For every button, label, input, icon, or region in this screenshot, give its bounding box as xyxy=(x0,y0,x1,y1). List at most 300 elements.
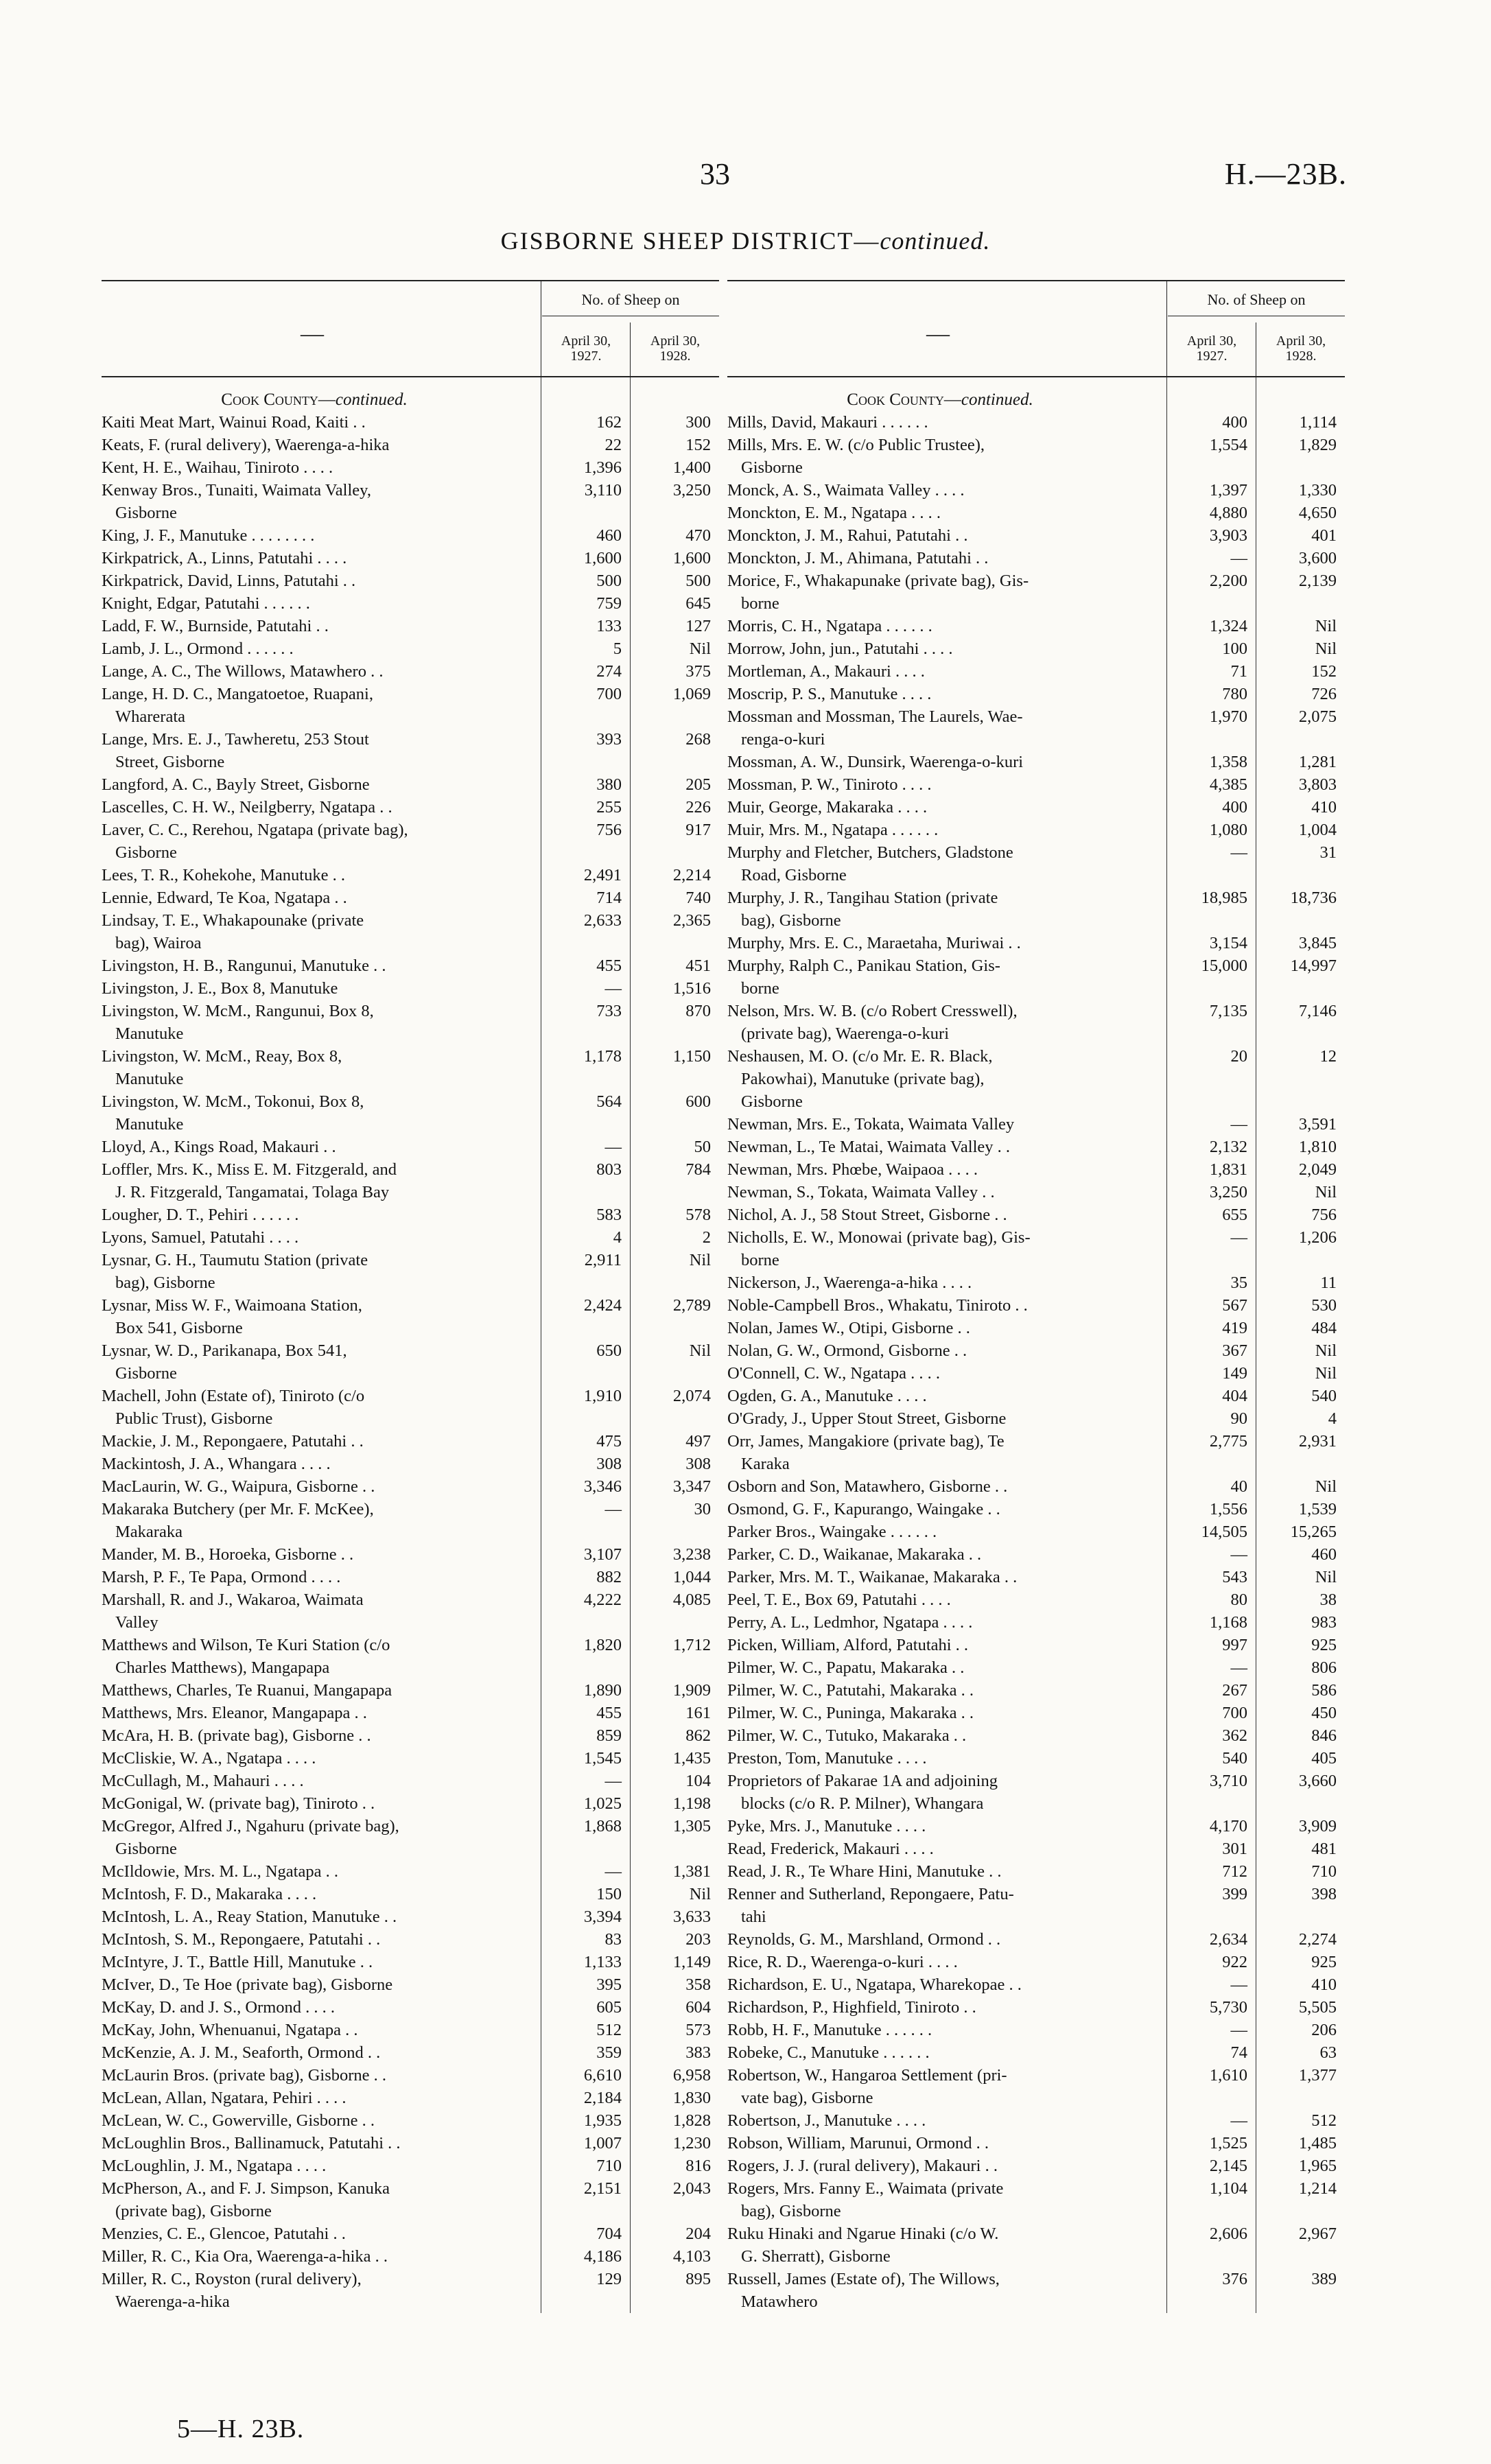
sheep-1928: 268 xyxy=(685,730,711,749)
table-row xyxy=(727,2041,1345,2064)
owner-name: Newman, Mrs. E., Tokata, Waimata Valley xyxy=(727,1115,1015,1134)
owner-name: Marshall, R. and J., Wakaroa, Waimata Valley xyxy=(102,1591,364,1632)
sheep-1927: 399 xyxy=(1222,1885,1247,1903)
sheep-1927: 35 xyxy=(1230,1274,1247,1292)
owner-name: Morris, C. H., Ngatapa . . . . . . xyxy=(727,617,932,635)
sheep-1928: 2,043 xyxy=(672,2179,711,2198)
sheep-1928: 3,250 xyxy=(672,481,711,500)
table-row xyxy=(102,637,719,660)
table-row xyxy=(727,796,1345,819)
sheep-1928: 1,381 xyxy=(672,1862,711,1881)
table-row xyxy=(727,1271,1345,1294)
table-row xyxy=(102,796,719,819)
sheep-1927: 567 xyxy=(1222,1296,1247,1315)
page-title xyxy=(0,226,1491,255)
table-row xyxy=(727,615,1345,637)
sheep-1927: 756 xyxy=(596,821,622,839)
table-row xyxy=(102,1566,719,1588)
sheep-1928: 14,997 xyxy=(1290,957,1337,975)
owner-name: Perry, A. L., Ledmhor, Ngatapa . . . . xyxy=(727,1613,973,1632)
sheep-1928: 470 xyxy=(685,526,711,545)
sheep-1927: 4,385 xyxy=(1209,775,1247,794)
title-main: GISBORNE SHEEP DISTRICT— xyxy=(500,227,880,255)
table-row xyxy=(102,954,719,977)
document-code: H.—23B. xyxy=(1224,157,1347,191)
owner-name: Peel, T. E., Box 69, Patutahi . . . . xyxy=(727,1591,951,1609)
table-row xyxy=(727,1883,1345,1928)
table-row xyxy=(102,1339,719,1385)
table-row xyxy=(102,2109,719,2132)
sheep-1927: 90 xyxy=(1230,1409,1247,1428)
table-row xyxy=(727,1204,1345,1226)
owner-name: Mortleman, A., Makauri . . . . xyxy=(727,662,925,681)
sheep-1928: 1,305 xyxy=(672,1817,711,1835)
table-row xyxy=(102,1543,719,1566)
table-row xyxy=(102,2155,719,2177)
owner-name: Ogden, G. A., Manutuke . . . . xyxy=(727,1387,927,1405)
sheep-1928: Nil xyxy=(1315,1477,1337,1496)
table-row xyxy=(727,705,1345,751)
table-row xyxy=(102,1158,719,1204)
table-row xyxy=(727,1996,1345,2019)
sheep-1928: 18,736 xyxy=(1290,889,1337,907)
sheep-1928: 600 xyxy=(685,1092,711,1111)
owner-name: Osborn and Son, Matawhero, Gisborne . . xyxy=(727,1477,1008,1496)
owner-name: McGonigal, W. (private bag), Tiniroto . . xyxy=(102,1794,375,1813)
owner-name: Osmond, G. F., Kapurango, Waingake . . xyxy=(727,1500,1000,1518)
owner-name: Murphy, Mrs. E. C., Maraetaha, Muriwai . . xyxy=(727,934,1021,952)
sheep-1927: 150 xyxy=(596,1885,622,1903)
owner-name: Pilmer, W. C., Tutuko, Makaraka . . xyxy=(727,1726,967,1745)
sheep-1927: 2,634 xyxy=(1209,1930,1247,1949)
sheep-1927: 149 xyxy=(1222,1364,1247,1383)
table-row xyxy=(727,1000,1345,1045)
sheep-1928: 578 xyxy=(685,1206,711,1224)
sheep-1928: 410 xyxy=(1311,1975,1337,1994)
sheep-1928: 1,485 xyxy=(1298,2134,1337,2152)
sheep-1928: 573 xyxy=(685,2021,711,2039)
owner-name: Muir, Mrs. M., Ngatapa . . . . . . xyxy=(727,821,939,839)
table-row xyxy=(727,1407,1345,1430)
table-row xyxy=(102,2041,719,2064)
table-row xyxy=(727,841,1345,887)
sheep-1927: 3,394 xyxy=(583,1908,622,1926)
sheep-1928: 925 xyxy=(1311,1636,1337,1654)
table-row xyxy=(727,524,1345,547)
sheep-1928: 410 xyxy=(1311,798,1337,817)
sheep-1928: 2,139 xyxy=(1298,572,1337,590)
sheep-1927: 460 xyxy=(596,526,622,545)
sheep-1927: — xyxy=(604,1138,622,1156)
table-row xyxy=(727,434,1345,479)
sheep-1927: 1,831 xyxy=(1209,1160,1247,1179)
sheep-1928: 512 xyxy=(1311,2111,1337,2130)
sheep-1928: 484 xyxy=(1311,1319,1337,1337)
table-row xyxy=(102,1724,719,1747)
sheep-1928: 1,330 xyxy=(1298,481,1337,500)
sheep-1927: 2,911 xyxy=(584,1251,622,1269)
sheep-1928: 1,281 xyxy=(1298,753,1337,771)
sheep-1927: 380 xyxy=(596,775,622,794)
owner-name: Murphy, J. R., Tangihau Station (private bag), Gisborne xyxy=(727,889,998,930)
table-row xyxy=(727,2155,1345,2177)
table-row xyxy=(727,773,1345,796)
owner-name: Russell, James (Estate of), The Willows, Matawhero xyxy=(727,2270,1000,2311)
owner-name: Newman, L., Te Matai, Waimata Valley . . xyxy=(727,1138,1011,1156)
table-row xyxy=(727,2268,1345,2313)
sheep-1927: 40 xyxy=(1230,1477,1247,1496)
table-row xyxy=(102,1634,719,1679)
footer-signature: 5—H. 23B. xyxy=(177,2415,305,2443)
sheep-1927: — xyxy=(1230,1115,1247,1134)
table-row xyxy=(102,1770,719,1792)
owner-name: McIver, D., Te Hoe (private bag), Gisborne xyxy=(102,1975,393,1994)
sheep-1927: 1,178 xyxy=(583,1047,622,1066)
sheep-1927: 2,151 xyxy=(583,2179,622,2198)
sheep-1928: 1,810 xyxy=(1298,1138,1337,1156)
owner-name: Mills, Mrs. E. W. (c/o Public Trustee), Gisborne xyxy=(727,436,985,477)
table-row xyxy=(102,456,719,479)
owner-name: Keats, F. (rural delivery), Waerenga-a-hika xyxy=(102,436,390,454)
owner-name: Nolan, James W., Otipi, Gisborne . . xyxy=(727,1319,970,1337)
sheep-1928: 1,377 xyxy=(1298,2066,1337,2085)
left-header-dash: — xyxy=(301,321,324,347)
table-row xyxy=(102,2132,719,2155)
owner-name: Menzies, C. E., Glencoe, Patutahi . . xyxy=(102,2225,346,2243)
owner-name: Newman, Mrs. Phœbe, Waipaoa . . . . xyxy=(727,1160,978,1179)
sheep-1928: 2,049 xyxy=(1298,1160,1337,1179)
owner-name: Mills, David, Makauri . . . . . . xyxy=(727,413,928,432)
table-row xyxy=(727,1724,1345,1747)
sheep-1928: Nil xyxy=(1315,1364,1337,1383)
sheep-1927: 395 xyxy=(596,1975,622,1994)
sheep-1927: — xyxy=(604,1862,622,1881)
table-row xyxy=(727,1860,1345,1883)
owner-name: Robeke, C., Manutuke . . . . . . xyxy=(727,2043,930,2062)
sheep-1928: 1,044 xyxy=(672,1568,711,1586)
table-row xyxy=(727,1181,1345,1204)
owner-name: Livingston, H. B., Rangunui, Manutuke . . xyxy=(102,957,386,975)
owner-name: Monckton, J. M., Rahui, Patutahi . . xyxy=(727,526,968,545)
owner-name: Robb, H. F., Manutuke . . . . . . xyxy=(727,2021,932,2039)
table-row xyxy=(102,1294,719,1339)
sheep-1927: 2,606 xyxy=(1209,2225,1247,2243)
sheep-1928: 1,206 xyxy=(1298,1228,1337,1247)
table-row xyxy=(102,1883,719,1905)
table-row xyxy=(102,1951,719,1973)
table-row xyxy=(102,683,719,728)
sheep-1928: 1,829 xyxy=(1298,436,1337,454)
sheep-1928: 3,803 xyxy=(1298,775,1337,794)
sheep-1927: 393 xyxy=(596,730,622,749)
sheep-1928: 816 xyxy=(685,2157,711,2175)
sheep-1928: 710 xyxy=(1311,1862,1337,1881)
sheep-1928: 358 xyxy=(685,1975,711,1994)
owner-name: McIntosh, L. A., Reay Station, Manutuke . . xyxy=(102,1908,397,1926)
sheep-1928: 405 xyxy=(1311,1749,1337,1768)
sheep-1928: 3,845 xyxy=(1298,934,1337,952)
sheep-1927: 997 xyxy=(1222,1636,1247,1654)
sheep-1927: 301 xyxy=(1222,1840,1247,1858)
table-row xyxy=(727,1475,1345,1498)
table-row xyxy=(727,660,1345,683)
sheep-1927: 733 xyxy=(596,1002,622,1020)
sheep-1927: 5 xyxy=(613,640,622,658)
sheep-1927: 1,600 xyxy=(583,549,622,567)
table-row xyxy=(102,615,719,637)
owner-name: Picken, William, Alford, Patutahi . . xyxy=(727,1636,969,1654)
sheep-1927: 1,935 xyxy=(583,2111,622,2130)
sheep-1928: 500 xyxy=(685,572,711,590)
owner-name: Mackie, J. M., Repongaere, Patutahi . . xyxy=(102,1432,364,1451)
table-row xyxy=(102,864,719,887)
table-row xyxy=(727,1838,1345,1860)
owner-name: Pilmer, W. C., Papatu, Makaraka . . xyxy=(727,1658,965,1677)
table-row xyxy=(102,1498,719,1543)
sheep-1928: 1,600 xyxy=(672,549,711,567)
owner-name: Matthews, Charles, Te Ruanui, Mangapapa xyxy=(102,1681,392,1700)
sheep-1928: 11 xyxy=(1320,1274,1337,1292)
sheep-1927: 2,424 xyxy=(583,1296,622,1315)
sheep-1928: 127 xyxy=(685,617,711,635)
table-row xyxy=(102,1792,719,1815)
sheep-1928: Nil xyxy=(689,1341,711,1360)
table-row xyxy=(102,2245,719,2268)
table-row xyxy=(727,411,1345,434)
owner-name: Lange, Mrs. E. J., Tawheretu, 253 Stout Street, Gisborne xyxy=(102,730,369,771)
owner-name: Lysnar, G. H., Taumutu Station (private bag), Gisborne xyxy=(102,1251,368,1292)
owner-name: Read, Frederick, Makauri . . . . xyxy=(727,1840,934,1858)
sheep-1927: 400 xyxy=(1222,798,1247,817)
table-row xyxy=(102,1996,719,2019)
owner-name: Read, J. R., Te Whare Hini, Manutuke . . xyxy=(727,1862,1002,1881)
sheep-1927: 400 xyxy=(1222,413,1247,432)
left-header-year-1928: April 30, 1928. xyxy=(650,333,701,364)
sheep-1927: 3,250 xyxy=(1209,1183,1247,1201)
sheep-1928: 1,830 xyxy=(672,2089,711,2107)
owner-name: Lyons, Samuel, Patutahi . . . . xyxy=(102,1228,299,1247)
owner-name: Monckton, J. M., Ahimana, Patutahi . . xyxy=(727,549,989,567)
owner-name: Loffler, Mrs. K., Miss E. M. Fitzgerald, and J. R. Fitzgerald, Tangamatai, Tolaga Bay xyxy=(102,1160,397,1201)
sheep-1927: — xyxy=(604,979,622,998)
table-row xyxy=(727,932,1345,954)
owner-name: Kirkpatrick, David, Linns, Patutahi . . xyxy=(102,572,356,590)
owner-name: McLean, Allan, Ngatara, Pehiri . . . . xyxy=(102,2089,347,2107)
table-row xyxy=(102,524,719,547)
sheep-1927: — xyxy=(1230,1228,1247,1247)
owner-name: MacLaurin, W. G., Waipura, Gisborne . . xyxy=(102,1477,375,1496)
owner-name: Rice, R. D., Waerenga-o-kuri . . . . xyxy=(727,1953,958,1971)
owner-name: Matthews, Mrs. Eleanor, Mangapapa . . xyxy=(102,1704,367,1722)
table-row xyxy=(727,1113,1345,1136)
owner-name: Mackintosh, J. A., Whangara . . . . xyxy=(102,1455,331,1473)
sheep-1928: 530 xyxy=(1311,1296,1337,1315)
owner-name: Ladd, F. W., Burnside, Patutahi . . xyxy=(102,617,329,635)
table-row xyxy=(102,728,719,773)
sheep-1928: 1,004 xyxy=(1298,821,1337,839)
sheep-1928: 1,828 xyxy=(672,2111,711,2130)
sheep-1927: 255 xyxy=(596,798,622,817)
table-row xyxy=(727,2132,1345,2155)
sheep-1928: 401 xyxy=(1311,526,1337,545)
owner-name: Marsh, P. F., Te Papa, Ormond . . . . xyxy=(102,1568,341,1586)
sheep-1927: 1,890 xyxy=(583,1681,622,1700)
table-row xyxy=(727,1339,1345,1362)
sheep-1928: 1,069 xyxy=(672,685,711,703)
sheep-1927: 1,396 xyxy=(583,458,622,477)
sheep-1928: 604 xyxy=(685,1998,711,2017)
owner-name: Lloyd, A., Kings Road, Makauri . . xyxy=(102,1138,336,1156)
sheep-1927: — xyxy=(1230,2111,1247,2130)
sheep-1928: 895 xyxy=(685,2270,711,2288)
owner-name: O'Connell, C. W., Ngatapa . . . . xyxy=(727,1364,940,1383)
table-row xyxy=(727,819,1345,841)
owner-name: Kirkpatrick, A., Linns, Patutahi . . . . xyxy=(102,549,347,567)
sheep-1927: 2,200 xyxy=(1209,572,1247,590)
sheep-1928: Nil xyxy=(689,640,711,658)
sheep-1927: 22 xyxy=(604,436,622,454)
sheep-1927: 1,554 xyxy=(1209,436,1247,454)
sheep-1928: 2,967 xyxy=(1298,2225,1337,2243)
table-row xyxy=(102,819,719,864)
sheep-1927: 710 xyxy=(596,2157,622,2175)
sheep-1927: 2,775 xyxy=(1209,1432,1247,1451)
sheep-1927: 1,868 xyxy=(583,1817,622,1835)
sheep-1927: 455 xyxy=(596,1704,622,1722)
sheep-1927: 455 xyxy=(596,957,622,975)
table-row xyxy=(102,1090,719,1136)
owner-name: Rogers, J. J. (rural delivery), Makauri . . xyxy=(727,2157,998,2175)
sheep-1927: 362 xyxy=(1222,1726,1247,1745)
owner-name: Monck, A. S., Waimata Valley . . . . xyxy=(727,481,965,500)
table-row xyxy=(727,1294,1345,1317)
sheep-1927: 100 xyxy=(1222,640,1247,658)
sheep-1928: 205 xyxy=(685,775,711,794)
table-row xyxy=(102,1702,719,1724)
sheep-1927: 704 xyxy=(596,2225,622,2243)
table-row xyxy=(102,1204,719,1226)
table-row xyxy=(102,547,719,570)
sheep-1928: 5,505 xyxy=(1298,1998,1337,2017)
owner-name: Knight, Edgar, Patutahi . . . . . . xyxy=(102,594,310,613)
owner-name: King, J. F., Manutuke . . . . . . . . xyxy=(102,526,315,545)
table-row xyxy=(727,1317,1345,1339)
owner-name: Newman, S., Tokata, Waimata Valley . . xyxy=(727,1183,995,1201)
sheep-1928: Nil xyxy=(1315,1183,1337,1201)
sheep-1928: 2,074 xyxy=(672,1387,711,1405)
sheep-1928: 203 xyxy=(685,1930,711,1949)
table-row xyxy=(102,479,719,524)
table-row xyxy=(727,1928,1345,1951)
owner-name: Langford, A. C., Bayly Street, Gisborne xyxy=(102,775,370,794)
table-row xyxy=(727,1634,1345,1656)
table-row xyxy=(727,1498,1345,1521)
table-row xyxy=(727,1362,1345,1385)
sheep-1928: 1,516 xyxy=(672,979,711,998)
table-row xyxy=(102,570,719,592)
owner-name: McIntosh, S. M., Repongaere, Patutahi . . xyxy=(102,1930,381,1949)
table-row xyxy=(102,1747,719,1770)
sheep-1927: 129 xyxy=(596,2270,622,2288)
table-row xyxy=(102,909,719,954)
table-row xyxy=(727,1815,1345,1838)
owner-name: Miller, R. C., Kia Ora, Waerenga-a-hika . . xyxy=(102,2247,388,2266)
owner-name: Kenway Bros., Tunaiti, Waimata Valley, Gisborne xyxy=(102,481,371,522)
sheep-1927: 1,324 xyxy=(1209,617,1247,635)
owner-name: McIntosh, F. D., Makaraka . . . . xyxy=(102,1885,317,1903)
owner-name: Morice, F., Whakapunake (private bag), Gis- borne xyxy=(727,572,1029,613)
owner-name: Nelson, Mrs. W. B. (c/o Robert Cresswell), (private bag), Waerenga-o-kuri xyxy=(727,1002,1018,1043)
sheep-1928: 586 xyxy=(1311,1681,1337,1700)
owner-name: McAra, H. B. (private bag), Gisborne . . xyxy=(102,1726,371,1745)
owner-name: Livingston, W. McM., Tokonui, Box 8, Manutuke xyxy=(102,1092,364,1134)
table-row xyxy=(727,1566,1345,1588)
table-row xyxy=(727,1611,1345,1634)
sheep-1928: 63 xyxy=(1319,2043,1337,2062)
table-row xyxy=(727,479,1345,502)
table-row xyxy=(727,1951,1345,1973)
sheep-1928: 204 xyxy=(685,2225,711,2243)
sheep-1927: 1,545 xyxy=(583,1749,622,1768)
table-row xyxy=(102,1045,719,1090)
owner-name: McKay, D. and J. S., Ormond . . . . xyxy=(102,1998,336,2017)
sheep-1927: 419 xyxy=(1222,1319,1247,1337)
sheep-1927: 500 xyxy=(596,572,622,590)
owner-name: McKenzie, A. J. M., Seaforth, Ormond . . xyxy=(102,2043,381,2062)
table-row xyxy=(102,2222,719,2245)
owner-name: Laver, C. C., Rerehou, Ngatapa (private bag), Gisborne xyxy=(102,821,408,862)
owner-name: Robertson, J., Manutuke . . . . xyxy=(727,2111,926,2130)
sheep-1928: 206 xyxy=(1311,2021,1337,2039)
sheep-1927: 2,184 xyxy=(583,2089,622,2107)
sheep-1928: Nil xyxy=(689,1251,711,1269)
table-row xyxy=(102,1000,719,1045)
owner-name: Monckton, E. M., Ngatapa . . . . xyxy=(727,504,941,522)
sheep-1928: 481 xyxy=(1311,1840,1337,1858)
table-row xyxy=(102,1905,719,1928)
sheep-1928: 1,539 xyxy=(1298,1500,1337,1518)
owner-name: McCliskie, W. A., Ngatapa . . . . xyxy=(102,1749,316,1768)
sheep-1928: 1,965 xyxy=(1298,2157,1337,2175)
sheep-1927: 700 xyxy=(1222,1704,1247,1722)
sheep-1927: 700 xyxy=(596,685,622,703)
sheep-1927: 2,145 xyxy=(1209,2157,1247,2175)
table-row xyxy=(102,2087,719,2109)
right-table-header xyxy=(727,280,1345,377)
sheep-1927: 712 xyxy=(1222,1862,1247,1881)
sheep-1928: 3,909 xyxy=(1298,1817,1337,1835)
table-row xyxy=(102,1815,719,1860)
sheep-1928: 6,958 xyxy=(672,2066,711,2085)
sheep-1928: 31 xyxy=(1319,843,1337,862)
table-row xyxy=(727,637,1345,660)
sheep-1927: 564 xyxy=(596,1092,622,1111)
table-row xyxy=(727,1679,1345,1702)
sheep-1927: 20 xyxy=(1230,1047,1247,1066)
sheep-1928: 389 xyxy=(1311,2270,1337,2288)
right-table-body xyxy=(727,377,1345,2313)
table-row xyxy=(102,977,719,1000)
sheep-1927: 14,505 xyxy=(1201,1523,1247,1541)
left-header-year-1927: April 30, 1927. xyxy=(561,333,611,364)
left-table-body xyxy=(102,377,719,2313)
sheep-1927: 3,110 xyxy=(584,481,622,500)
sheep-1928: 7,146 xyxy=(1298,1002,1337,1020)
table-row xyxy=(727,570,1345,615)
sheep-1928: 2,931 xyxy=(1298,1432,1337,1451)
owner-name: Noble-Campbell Bros., Whakatu, Tiniroto . . xyxy=(727,1296,1028,1315)
owner-name: Kaiti Meat Mart, Wainui Road, Kaiti . . xyxy=(102,413,366,432)
